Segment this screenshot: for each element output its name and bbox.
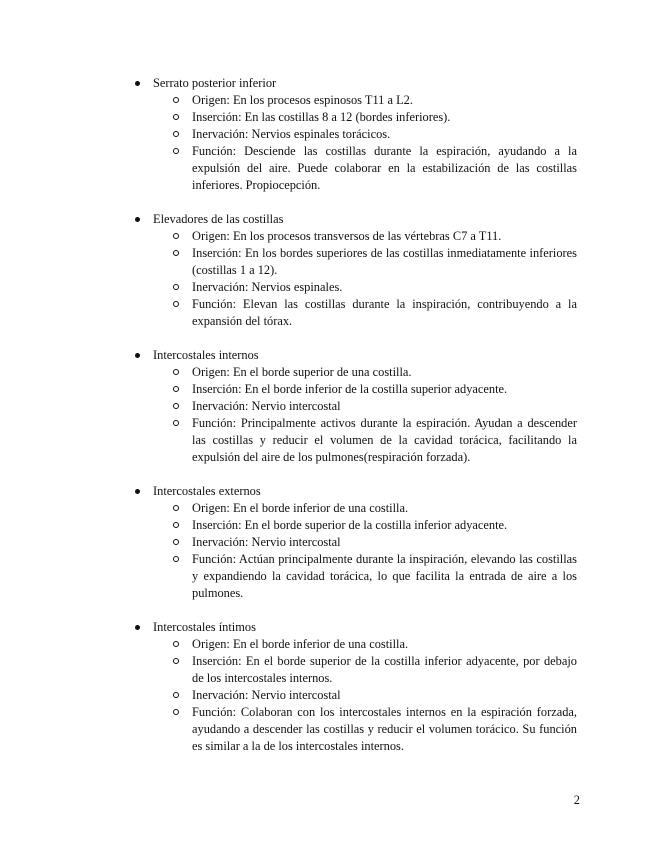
circle-bullet-icon: [173, 505, 179, 511]
list-item-insercion: [192, 653, 577, 687]
circle-bullet-icon: [173, 148, 179, 154]
circle-bullet-icon: [173, 369, 179, 375]
item-text: Inserción: En el borde superior de la costilla inferior adyacente, por debajo de los intercostales internos.: [192, 654, 577, 685]
section-title-text: Intercostales externos: [153, 484, 261, 498]
circle-bullet-icon: [173, 386, 179, 392]
circle-bullet-icon: [173, 658, 179, 664]
circle-bullet-icon: [173, 284, 179, 290]
circle-bullet-icon: [173, 233, 179, 239]
circle-bullet-icon: [173, 539, 179, 545]
list-item-inervacion: [192, 126, 577, 143]
circle-bullet-icon: [173, 114, 179, 120]
circle-bullet-icon: [173, 301, 179, 307]
item-text: Origen: En el borde superior de una costilla.: [192, 365, 412, 379]
bullet-icon: [135, 353, 140, 358]
item-text: Origen: En el borde inferior de una costilla.: [192, 637, 409, 651]
list-item-funcion: [192, 143, 577, 194]
bullet-icon: [135, 217, 140, 222]
bullet-icon: [135, 489, 140, 494]
circle-bullet-icon: [173, 556, 179, 562]
circle-bullet-icon: [173, 420, 179, 426]
item-text: Inervación: Nervio intercostal: [192, 688, 341, 702]
section-title-text: Elevadores de las costillas: [153, 212, 284, 226]
section-intercostales-internos: [0, 347, 655, 466]
circle-bullet-icon: [173, 641, 179, 647]
section-intercostales-externos: [0, 483, 655, 602]
section-heading: [0, 75, 655, 92]
detail-list: [0, 636, 655, 755]
section-intercostales-intimos: [0, 619, 655, 755]
list-item-funcion: [192, 415, 577, 466]
item-text: Inserción: En el borde superior de la costilla inferior adyacente.: [192, 518, 508, 532]
item-text: Origen: En los procesos transversos de las vértebras C7 a T11.: [192, 229, 502, 243]
section-title-text: Serrato posterior inferior: [153, 76, 277, 90]
item-text: Inserción: En las costillas 8 a 12 (bordes inferiores).: [192, 110, 451, 124]
list-item-origen: [192, 228, 577, 245]
list-item-origen: [192, 92, 577, 109]
list-item-insercion: [192, 381, 577, 398]
item-text: Función: Colaboran con los intercostales internos en la espiración forzada, ayudando a descender las costillas y reducir el volumen torácico. Su función es similar a la de los intercostales internos.: [192, 705, 577, 753]
section-heading: [0, 619, 655, 636]
section-elevadores-de-las-costillas: [0, 211, 655, 330]
circle-bullet-icon: [173, 97, 179, 103]
section-title-text: Intercostales íntimos: [153, 620, 256, 634]
item-text: Función: Desciende las costillas durante la espiración, ayudando a la expulsión del aire. Puede colaborar en la estabilización de las costillas inferiores. Propiocepción.: [192, 144, 577, 192]
list-item-origen: [192, 636, 577, 653]
item-text: Inervación: Nervio intercostal: [192, 535, 341, 549]
list-item-origen: [192, 500, 577, 517]
item-text: Inervación: Nervio intercostal: [192, 399, 341, 413]
detail-list: [0, 500, 655, 602]
detail-list: [0, 92, 655, 194]
list-item-origen: [192, 364, 577, 381]
item-text: Origen: En el borde inferior de una costilla.: [192, 501, 409, 515]
list-item-inervacion: [192, 687, 577, 704]
section-serrato-posterior-inferior: [0, 75, 655, 194]
circle-bullet-icon: [173, 250, 179, 256]
detail-list: [0, 364, 655, 466]
section-heading: [0, 211, 655, 228]
detail-list: [0, 228, 655, 330]
item-text: Inervación: Nervios espinales.: [192, 280, 343, 294]
list-item-inervacion: [192, 279, 577, 296]
circle-bullet-icon: [173, 131, 179, 137]
list-item-insercion: [192, 109, 577, 126]
list-item-inervacion: [192, 534, 577, 551]
item-text: Función: Actúan principalmente durante la inspiración, elevando las costillas y expandiendo la cavidad torácica, lo que facilita la entrada de aire a los pulmones.: [192, 552, 577, 600]
item-text: Inserción: En el borde inferior de la costilla superior adyacente.: [192, 382, 508, 396]
section-heading: [0, 347, 655, 364]
list-item-funcion: [192, 296, 577, 330]
list-item-inervacion: [192, 398, 577, 415]
item-text: Inervación: Nervios espinales torácicos.: [192, 127, 391, 141]
list-item-insercion: [192, 245, 577, 279]
circle-bullet-icon: [173, 403, 179, 409]
bullet-icon: [135, 625, 140, 630]
circle-bullet-icon: [173, 709, 179, 715]
list-item-insercion: [192, 517, 577, 534]
section-title-text: Intercostales internos: [153, 348, 259, 362]
item-text: Función: Elevan las costillas durante la inspiración, contribuyendo a la expansión del tórax.: [192, 297, 577, 328]
item-text: Función: Principalmente activos durante la espiración. Ayudan a descender las costillas y reducir el volumen de la cavidad torácica, facilitando la expulsión del aire de los pulmones(respiración forzada).: [192, 416, 577, 464]
muscle-list: [0, 75, 655, 772]
item-text: Origen: En los procesos espinosos T11 a L2.: [192, 93, 413, 107]
page-number: 2: [573, 793, 580, 807]
circle-bullet-icon: [173, 522, 179, 528]
item-text: Inserción: En los bordes superiores de las costillas inmediatamente inferiores (costillas 1 a 12).: [192, 246, 577, 277]
list-item-funcion: [192, 704, 577, 755]
circle-bullet-icon: [173, 692, 179, 698]
bullet-icon: [135, 81, 140, 86]
section-heading: [0, 483, 655, 500]
list-item-funcion: [192, 551, 577, 602]
